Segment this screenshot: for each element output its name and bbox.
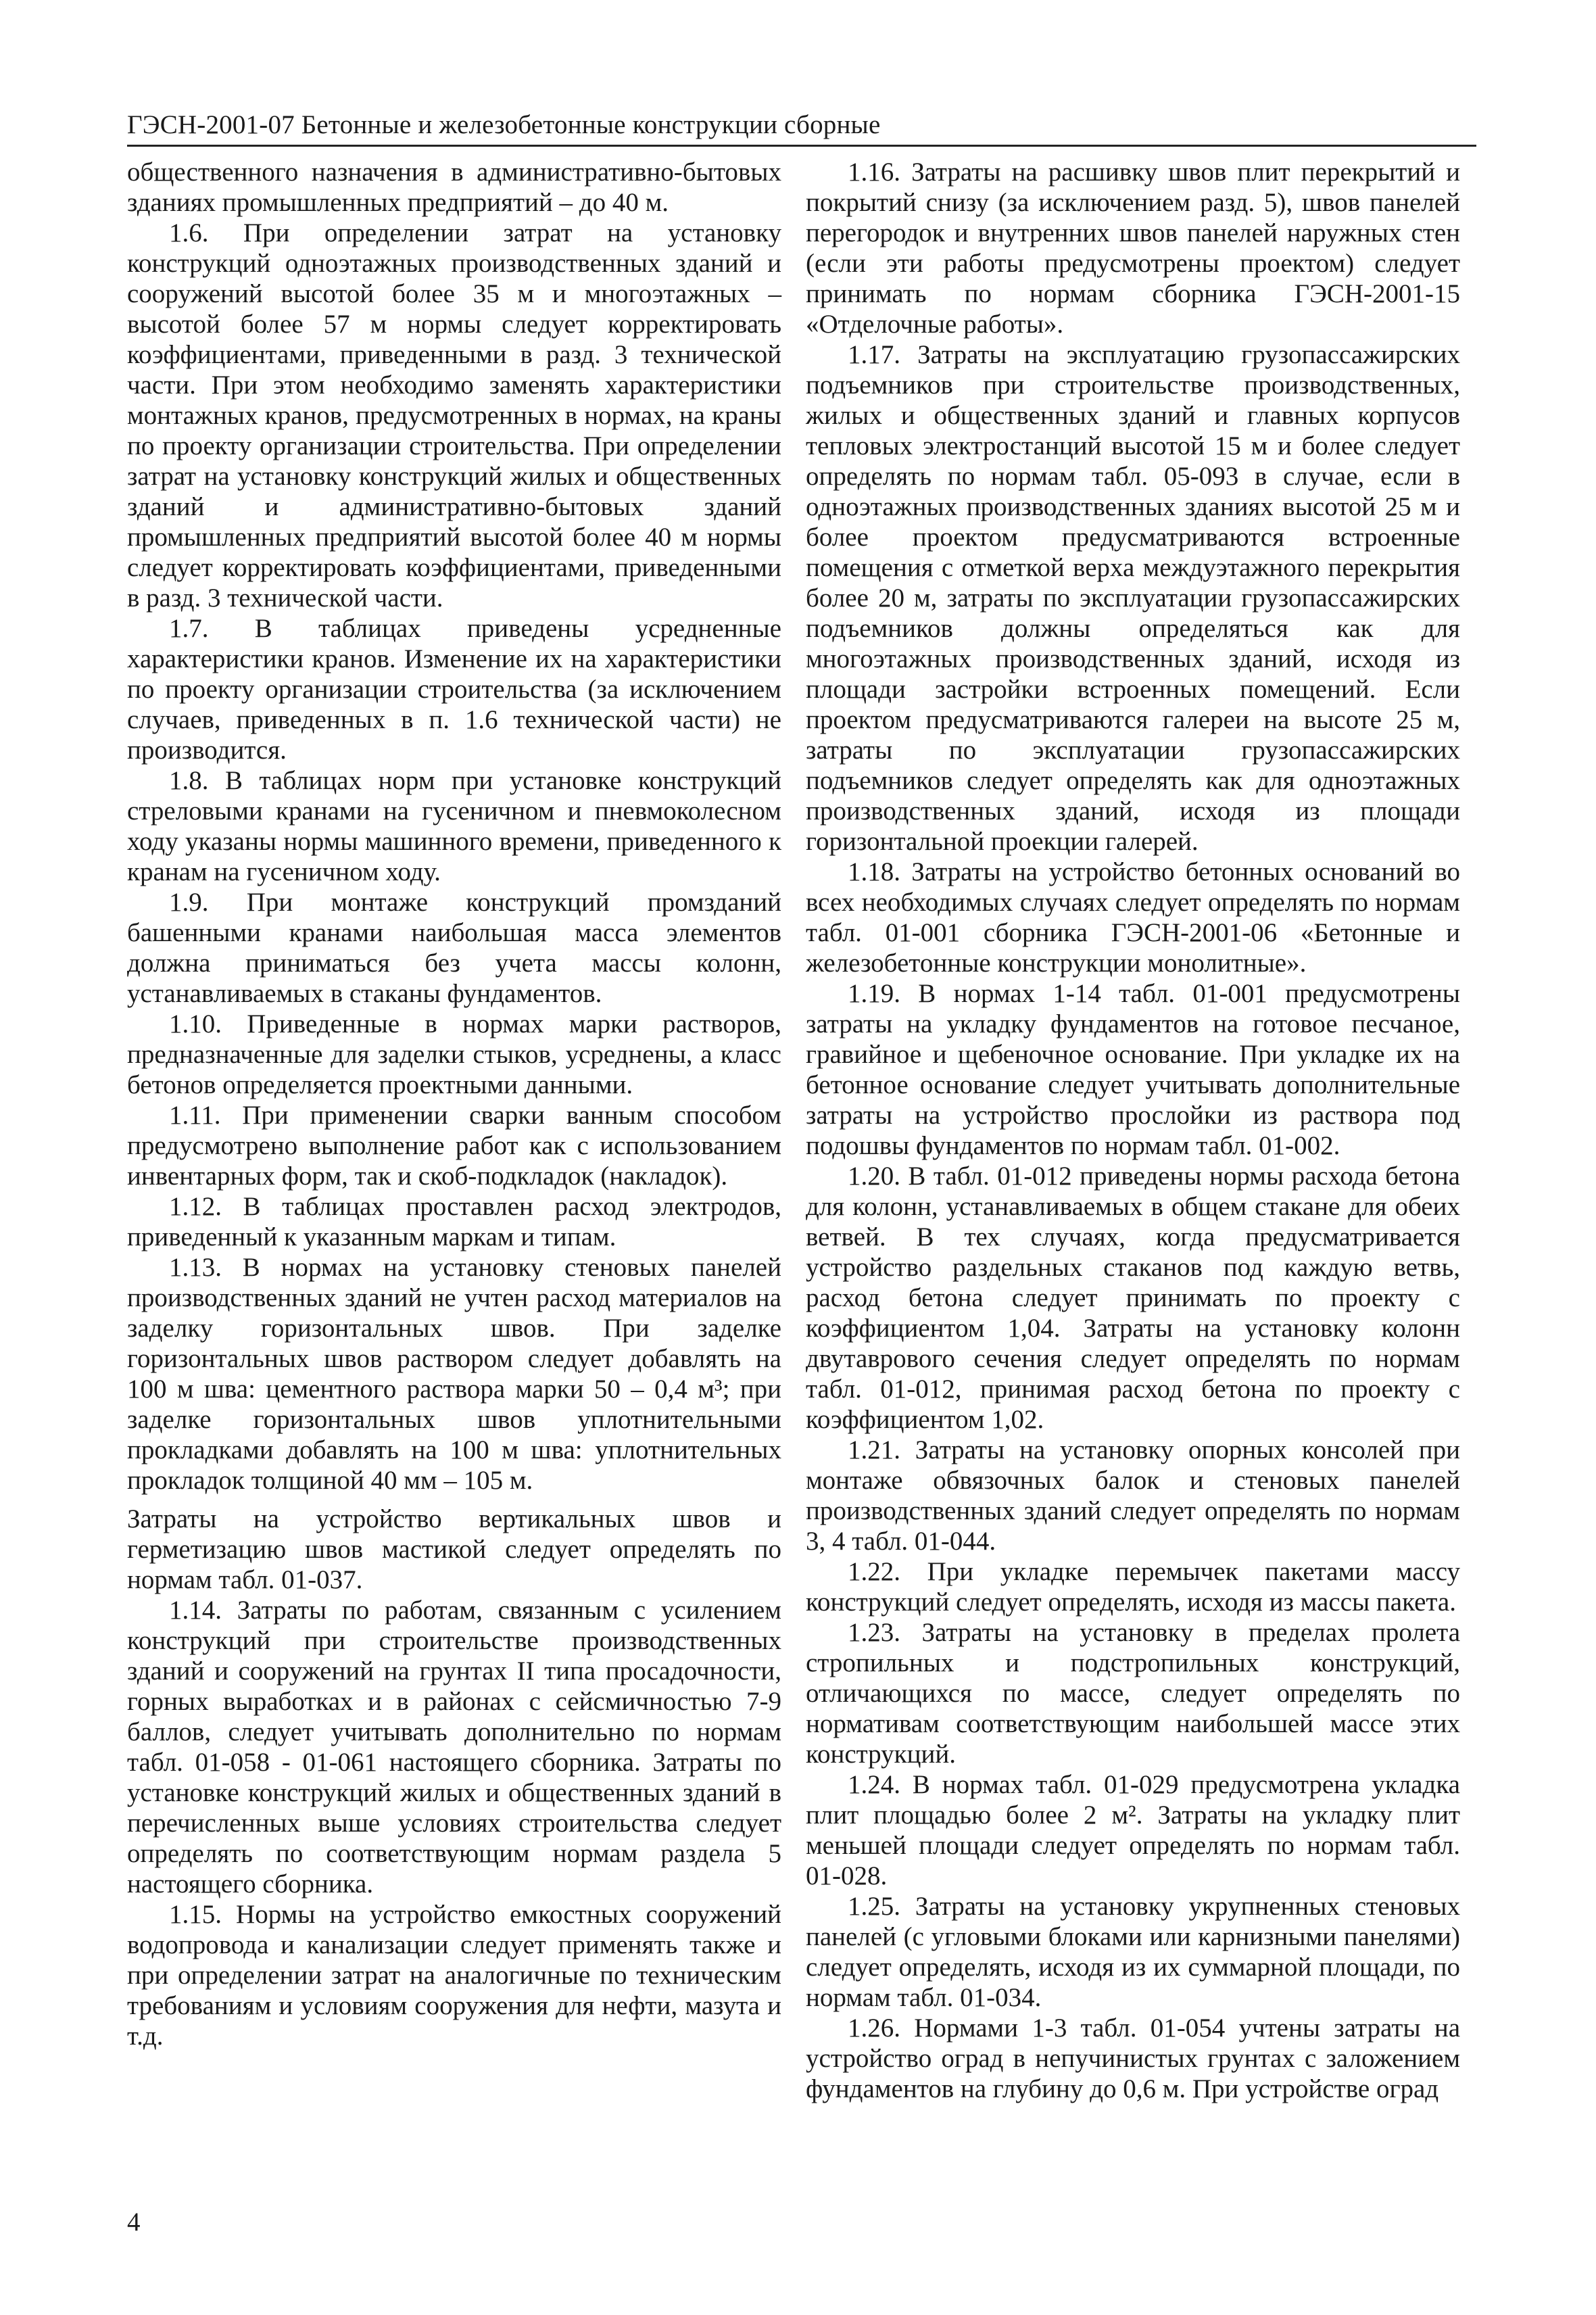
paragraph-1-8: 1.8. В таблицах норм при установке конструкций стреловыми кранами на гусеничном и пневмоколесном ходу указаны нормы машинного времени, приведенного к кранам на гусеничном ходу. bbox=[127, 766, 781, 886]
paragraph-1-14: 1.14. Затраты по работам, связанным с усилением конструкций при строительстве производственных зданий и сооружений на грунтах II типа просадочности, горных выработках и в районах с сейсмичностью 7-9 баллов, следует учитывать дополнительно по нормам табл. 01-058 - 01-061 настоящего сборника. Затраты по установке конструкций жилых и общественных зданий в перечисленных выше условиях строительства следует определять по соответствующим нормам раздела 5 настоящего сборника. bbox=[127, 1596, 781, 1899]
right-column bbox=[806, 157, 1460, 2104]
paragraph-1-17: 1.17. Затраты на эксплуатацию грузопассажирских подъемников при строительстве производственных, жилых и общественных зданий и главных корпусов тепловых электростанций высотой 15 м и более следует определять по нормам табл. 05-093 в случае, если в одноэтажных производственных зданиях высотой 25 м и более проектом предусматриваются встроенные помещения с отметкой верха междуэтажного перекрытия более 20 м, затраты по эксплуатации грузопассажирских подъемников должны определяться как для многоэтажных производственных зданий, исходя из площади застройки встроенных помещений. Если проектом предусматриваются галереи на высоте 25 м, затраты по эксплуатации грузопассажирских подъемников следует определять как для одноэтажных производственных зданий, исходя из площади горизонтальной проекции галерей. bbox=[806, 340, 1460, 856]
paragraph-1-9: 1.9. При монтаже конструкций промзданий башенными кранами наибольшая масса элементов должна приниматься без учета массы колонн, устанавливаемых в стаканы фундаментов. bbox=[127, 888, 781, 1008]
paragraph-1-24: 1.24. В нормах табл. 01-029 предусмотрена укладка плит площадью более 2 м². Затраты на укладку плит меньшей площади следует определять по нормам табл. 01-028. bbox=[806, 1770, 1460, 1890]
paragraph-1-23: 1.23. Затраты на установку в пределах пролета стропильных и подстропильных конструкций, отличающихся по массе, следует определять по нормативам соответствующим наибольшей массе этих конструкций. bbox=[806, 1618, 1460, 1769]
paragraph-continuation: общественного назначения в административно-бытовых зданиях промышленных предприятий – до 40 м. bbox=[127, 158, 781, 217]
paragraph-1-7: 1.7. В таблицах приведены усредненные характеристики кранов. Изменение их на характеристики по проекту организации строительства (за исключением случаев, приведенных в п. 1.6 технической части) не производится. bbox=[127, 614, 781, 765]
left-column bbox=[127, 157, 781, 2051]
paragraph-1-22: 1.22. При укладке перемычек пакетами массу конструкций следует определять, исходя из массы пакета. bbox=[806, 1557, 1460, 1617]
paragraph-1-21: 1.21. Затраты на установку опорных консолей при монтаже обвязочных балок и стеновых панелей производственных зданий следует определять по нормам 3, 4 табл. 01-044. bbox=[806, 1435, 1460, 1556]
paragraph-1-20: 1.20. В табл. 01-012 приведены нормы расхода бетона для колонн, устанавливаемых в общем стакане для обеих ветвей. В тех случаях, когда предусматривается устройство раздельных стаканов под каждую ветвь, расход бетона следует принимать по проекту с коэффициентом 1,04. Затраты на установку колонн двутаврового сечения следует определять по нормам табл. 01-012, принимая расход бетона по проекту с коэффициентом 1,02. bbox=[806, 1162, 1460, 1434]
paragraph-1-6: 1.6. При определении затрат на установку конструкций одноэтажных производственных зданий и сооружений высотой более 35 м и многоэтажных – высотой более 57 м нормы следует корректировать коэффициентами, приведенными в разд. 3 технической части. При этом необходимо заменять характеристики монтажных кранов, предусмотренных в нормах, на краны по проекту организации строительства. При определении затрат на установку конструкций жилых и общественных зданий и административно-бытовых зданий промышленных предприятий высотой более 40 м нормы следует корректировать коэффициентами, приведенными в разд. 3 технической части. bbox=[127, 218, 781, 613]
paragraph-1-12: 1.12. В таблицах проставлен расход электродов, приведенный к указанным маркам и типам. bbox=[127, 1192, 781, 1251]
paragraph-vertical-seams: Затраты на устройство вертикальных швов и герметизацию швов мастикой следует определять по нормам табл. 01-037. bbox=[127, 1504, 781, 1594]
page-header bbox=[127, 108, 1476, 147]
paragraph-1-19: 1.19. В нормах 1-14 табл. 01-001 предусмотрены затраты на укладку фундаментов на готовое песчаное, гравийное и щебеночное основание. При укладке их на бетонное основание следует учитывать дополнительные затраты на устройство прослойки из раствора под подошвы фундаментов по нормам табл. 01-002. bbox=[806, 979, 1460, 1160]
paragraph-1-25: 1.25. Затраты на установку укрупненных стеновых панелей (с угловыми блоками или карнизными панелями) следует определять, исходя из их суммарной площади, по нормам табл. 01-034. bbox=[806, 1892, 1460, 2012]
paragraph-1-16: 1.16. Затраты на расшивку швов плит перекрытий и покрытий снизу (за исключением разд. 5), швов панелей перегородок и внутренних швов панелей наружных стен (если эти работы предусмотрены проектом) следует принимать по нормам сборника ГЭСН-2001-15 «Отделочные работы». bbox=[806, 158, 1460, 339]
paragraph-1-13: 1.13. В нормах на установку стеновых панелей производственных зданий не учтен расход материалов на заделку горизонтальных швов. При заделке горизонтальных швов раствором следует добавлять на 100 м шва: цементного раствора марки 50 – 0,4 м³; при заделке горизонтальных швов уплотнительными прокладками добавлять на 100 м шва: уплотнительных прокладок толщиной 40 мм – 105 м. bbox=[127, 1253, 781, 1495]
page-number: 4 bbox=[127, 2207, 141, 2237]
paragraph-1-26: 1.26. Нормами 1-3 табл. 01-054 учтены затраты на устройство оград в непучинистых грунтах с заложением фундаментов на глубину до 0,6 м. При устройстве оград bbox=[806, 2013, 1460, 2103]
paragraph-1-11: 1.11. При применении сварки ванным способом предусмотрено выполнение работ как с использованием инвентарных форм, так и скоб-подкладок (накладок). bbox=[127, 1101, 781, 1191]
paragraph-1-15: 1.15. Нормы на устройство емкостных сооружений водопровода и канализации следует применять также и при определении затрат на аналогичные по техническим требованиям и условиям сооружения для нефти, мазута и т.д. bbox=[127, 1900, 781, 2051]
document-title: ГЭСН-2001-07 Бетонные и железобетонные конструкции сборные bbox=[127, 110, 881, 139]
paragraph-1-18: 1.18. Затраты на устройство бетонных оснований во всех необходимых случаях следует определять по нормам табл. 01-001 сборника ГЭСН-2001-06 «Бетонные и железобетонные конструкции монолитные». bbox=[806, 857, 1460, 978]
paragraph-1-10: 1.10. Приведенные в нормах марки растворов, предназначенные для заделки стыков, усреднены, а класс бетонов определяется проектными данными. bbox=[127, 1009, 781, 1099]
